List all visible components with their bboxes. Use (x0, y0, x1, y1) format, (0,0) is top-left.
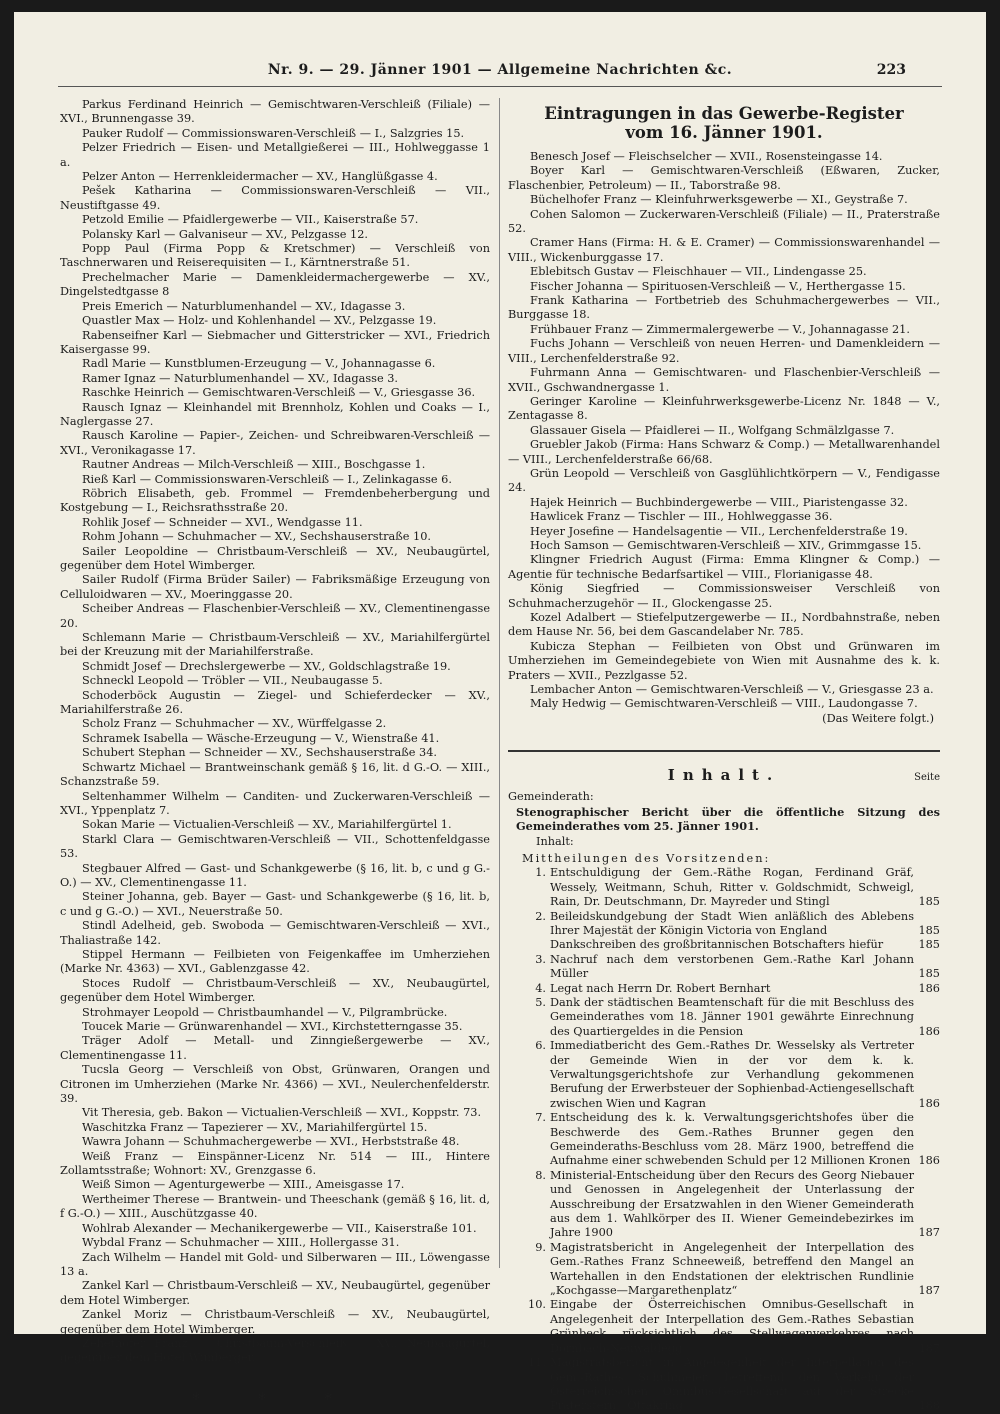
toc-item-text: Magistratsbericht in Angelegenheit der Interpellation des Gem.-Rathes Schuhmeier, betreffend den Verkehr der Österreichischen Omnibus-Gesellschaft auf der Strecke Praterstern—Ottakring (550, 1356, 914, 1413)
header-rule (58, 86, 942, 87)
business-entry: Steiner Johanna, geb. Bayer — Gast- und Schankgewerbe (§ 16, lit. b, c und g G.-O.) — XVI., Neuerstraße 50. (60, 890, 490, 918)
business-entry: Rausch Ignaz — Kleinhandel mit Brennholz, Kohlen und Coaks — I., Naglergasse 27. (60, 400, 490, 428)
register-entry: Gruebler Jakob (Firma: Hans Schwarz & Comp.) — Metallwarenhandel — VIII., Lerchenfelderstraße 66/68. (508, 438, 940, 466)
toc-item-text: Immediatbericht des Gem.-Rathes Dr. Wesselsky als Vertreter der Gemeinde Wien in der vor dem k. k. Verwaltungsgerichtshofe zur Verhandlung gekommenen Berufung der Erwerbsteuer der Sophienbad-Actiengesellschaft zwischen Wien und Kagran (550, 1039, 914, 1110)
left-column (60, 98, 490, 1406)
toc-item-number: 11. (528, 1356, 546, 1370)
business-entry: Parkus Ferdinand Heinrich — Gemischtwaren-Verschleiß (Filiale) — XVI., Brunnengasse 39. (60, 98, 490, 126)
business-entry: Rohlik Josef — Schneider — XVI., Wendgasse 11. (82, 515, 363, 529)
register-entry: Büchelhofer Franz — Kleinfuhrwerksgewerbe — XI., Geystraße 7. (530, 193, 908, 207)
page-number: 223 (876, 62, 906, 78)
column-divider (499, 98, 500, 1268)
toc-item-page: 187 (918, 1284, 940, 1298)
register-entry: Hawlicek Franz — Tischler — III., Hohlweggasse 36. (530, 510, 833, 524)
section-separator-stars: * * * (191, 1388, 359, 1408)
business-entry: Weiß Franz — Einspänner-Licenz Nr. 514 — III., Hintere Zollamtsstraße; Wohnort: XV., Grenzgasse 6. (60, 1149, 490, 1178)
business-entry: Vit Theresia, geb. Bakon — Victualien-Verschleiß — XVI., Koppstr. 73. (82, 1106, 482, 1120)
toc-item-number: 2. (535, 909, 546, 923)
business-entry: Rautner Andreas — Milch-Verschleiß — XIII., Boschgasse 1. (82, 458, 426, 472)
toc-item-text: Entschuldigung der Gem.-Räthe Rogan, Ferdinand Gräf, Wessely, Weitmann, Schuh, Ritter v. Goldschmidt, Schweigl, Rain, Dr. Deutschmann, Dr. Mayreder und Stingl (550, 866, 914, 909)
business-entry: Rohm Johann — Schuhmacher — XV., Sechshauserstraße 10. (82, 530, 432, 544)
business-entry: Stegbauer Alfred — Gast- und Schankgewerbe (§ 16, lit. b, c und g G.-O.) — XV., Clementinengasse 11. (60, 861, 490, 889)
business-entry: Preis Emerich — Naturblumenhandel — XV., Idagasse 3. (82, 299, 406, 313)
register-entry: Fuhrmann Anna — Gemischtwaren- und Flaschenbier-Verschleiß — XVII., Gschwandnergasse 1. (508, 366, 940, 394)
toc-item-number: 5. (535, 995, 546, 1009)
toc-section: Gemeinderath: (508, 790, 594, 804)
register-entry: Glassauer Gisela — Pfaidlerei — II., Wolfgang Schmälzlgasse 7. (530, 423, 895, 437)
toc-item-page: 186 (918, 1024, 940, 1038)
business-entry: Wohlrab Alexander — Mechanikergewerbe — VII., Kaiserstraße 101. (82, 1221, 477, 1235)
business-entry: Radl Marie — Kunstblumen-Erzeugung — V., Johannagasse 6. (82, 357, 436, 371)
register-entry: Fischer Johanna — Spirituosen-Verschleiß — V., Herthergasse 15. (530, 279, 906, 293)
business-entry: Schramek Isabella — Wäsche-Erzeugung — V., Wienstraße 41. (82, 731, 440, 745)
register-entry: Grün Leopold — Verschleiß von Gasglühlichtkörpern — V., Fendigasse 24. (508, 466, 940, 495)
business-entry: Rabenseifner Karl — Siebmacher und Gitterstricker — XVI., Friedrich Kaisergasse 99. (60, 328, 490, 356)
business-entry: Stippel Hermann — Feilbieten von Feigenkaffee im Umherziehen (Marke Nr. 4363) — XVI., Gablenzgasse 42. (60, 947, 490, 976)
business-entry: Schubert Stephan — Schneider — XV., Sechshauserstraße 34. (82, 746, 437, 760)
business-entry: Toucek Marie — Grünwarenhandel — XVI., Kirchstetterngasse 35. (82, 1020, 463, 1033)
business-entry: Rieß Karl — Commissionswaren-Verschleiß — I., Zelinkagasse 6. (82, 472, 452, 486)
register-entry: Frank Katharina — Fortbetrieb des Schuhmachergewerbes — VII., Burggasse 18. (508, 294, 940, 322)
register-entry: Hoch Samson — Gemischtwaren-Verschleiß — XIV., Grimmgasse 15. (530, 538, 922, 552)
business-entry: Polansky Karl — Galvaniseur — XV., Pelzgasse 12. (82, 227, 369, 241)
toc-item-page: 185 (918, 967, 940, 981)
business-entry: Zach Wilhelm — Handel mit Gold- und Silberwaren — III., Löwengasse 13 a. (60, 1250, 490, 1278)
toc-item (508, 1356, 940, 1414)
register-entry: Frühbauer Franz — Zimmermalergewerbe — V., Johannagasse 21. (530, 322, 910, 336)
register-title-line1: Eintragungen in das Gewerbe-Register (544, 104, 904, 123)
toc-header (508, 768, 940, 788)
business-entry: Quastler Max — Holz- und Kohlenhandel — XV., Pelzgasse 19. (82, 314, 437, 328)
toc-item-text: Ministerial-Entscheidung über den Recurs des Georg Niebauer und Genossen in Angelegenheit der Unterlassung der Ausschreibung der Ersatzwahlen in den Wiener Gemeinderath aus dem 1. Wahlkörper des II. Wiener Gemeindebezirkes im Jahre 1900 (550, 1168, 914, 1240)
toc-item-page: 187 (918, 1226, 940, 1240)
register-entry: Kozel Adalbert — Stiefelputzergewerbe — II., Nordbahnstraße, neben dem Hause Nr. 56, bei dem Gascandelaber Nr. 785. (508, 611, 940, 639)
business-entry: Zankel Moriz — Christbaum-Verschleiß — XV., Neubaugürtel, gegenüber dem Hotel Wimberger. (60, 1308, 490, 1336)
toc-item-text: Dankschreiben des großbritannischen Botschafters hiefür (550, 938, 884, 952)
register-entry-list (508, 150, 940, 712)
business-entry: Raschke Heinrich — Gemischtwaren-Verschleiß — V., Griesgasse 36. (82, 386, 476, 400)
right-column (508, 98, 940, 1414)
business-entry: Scholz Franz — Schuhmacher — XV., Würffelgasse 2. (82, 717, 387, 731)
toc-item (508, 1298, 940, 1356)
toc-item-page: 185 (918, 923, 940, 937)
business-entry: Schneckl Leopold — Tröbler — VII., Neubaugasse 5. (82, 674, 383, 688)
register-entry: Fuchs Johann — Verschleiß von neuen Herren- und Damenkleidern — VIII., Lerchenfelderstraße 92. (508, 337, 940, 365)
business-entry: Waschitzka Franz — Tapezierer — XV., Mariahilfergürtel 15. (82, 1120, 428, 1134)
business-entry: Weiß Simon — Agenturgewerbe — XIII., Ameisgasse 17. (82, 1178, 405, 1192)
register-entry: Cohen Salomon — Zuckerwaren-Verschleiß (Filiale) — II., Praterstraße 52. (508, 207, 940, 236)
toc-item-number: 7. (535, 1111, 546, 1125)
register-entry: Maly Hedwig — Gemischtwaren-Verschleiß — VIII., Laudongasse 7. (530, 697, 918, 711)
toc-page-label: Seite (914, 772, 940, 784)
business-entry: Pelzer Anton — Herrenkleidermacher — XV., Hanglüßgasse 4. (82, 170, 438, 184)
toc-item-number: 1. (535, 866, 546, 880)
business-entry: Strohmayer Leopold — Christbaumhandel — V., Pilgrambrücke. (82, 1005, 448, 1019)
business-entry: Rausch Karoline — Papier-, Zeichen- und Schreibwaren-Verschleiß — XVI., Veronikagasse 17. (60, 429, 490, 457)
toc-item-page: 188 (918, 1399, 940, 1413)
register-entry: Benesch Josef — Fleischselcher — XVII., Rosensteingasse 14. (530, 150, 883, 163)
toc-item-text: Beileidskundgebung der Stadt Wien anläßlich des Ablebens Ihrer Majestät der Königin Victoria von England (550, 909, 914, 937)
business-entry: Prechelmacher Marie — Damenkleidermachergewerbe — XV., Dingelstedtgasse 8 (60, 270, 490, 299)
toc-item-number: 9. (535, 1240, 546, 1254)
business-entry: Wertheimer Therese — Brantwein- und Theeschank (gemäß § 16, lit. d, f G.-O.) — XIII., Auschützgasse 40. (60, 1192, 490, 1221)
toc-item-page: 187 (918, 1341, 940, 1355)
business-entry-list (60, 98, 490, 1366)
toc-item (508, 866, 940, 909)
toc-item-page: 185 (918, 895, 940, 909)
toc-item (508, 953, 940, 982)
business-entry: Wybdal Franz — Schuhmacher — XIII., Hollergasse 31. (82, 1236, 400, 1250)
toc-item-number: 8. (535, 1168, 546, 1182)
business-entry: Pauker Rudolf — Commissionswaren-Verschleiß — I., Salzgries 15. (82, 126, 465, 140)
business-entry: Zankel Karl — Christbaum-Verschleiß — XV., Neubaugürtel, gegenüber dem Hotel Wimberger. (60, 1279, 490, 1307)
register-entry: Klingner Friedrich August (Firma: Emma Klingner & Comp.) — Agentie für technische Bedarfsartikel — VIII., Florianigasse 48. (508, 553, 940, 581)
toc-item-text: Dank der städtischen Beamtenschaft für die mit Beschluss des Gemeinderathes vom 18. Jänner 1901 gewährte Einrechnung des Quartiergeldes in die Pension (550, 995, 914, 1038)
business-entry: Pelzer Friedrich — Eisen- und Metallgießerei — III., Hohlweggasse 1 a. (60, 141, 490, 169)
toc-item-number: 10. (528, 1298, 546, 1312)
toc-item (508, 1169, 940, 1241)
toc-item-text: Magistratsbericht in Angelegenheit der Interpellation des Gem.-Rathes Franz Schneeweiß, betreffend den Mangel an Wartehallen in den Endstationen der elektrischen Rundlinie „Kochgasse—Margarethenplatz“ (550, 1240, 914, 1298)
business-entry: Stoces Rudolf — Christbaum-Verschleiß — XV., Neubaugürtel, gegenüber dem Hotel Wimberger. (60, 976, 490, 1005)
business-entry: Tucsla Georg — Verschleiß von Obst, Grünwaren, Orangen und Citronen im Umherziehen (Marke Nr. 4366) — XVI., Neulerchenfelderstr. 39. (60, 1063, 490, 1106)
toc-item-list (508, 866, 940, 1413)
business-entry: Petzold Emilie — Pfaidlergewerbe — VII., Kaiserstraße 57. (82, 213, 419, 227)
business-entry: Wawra Johann — Schuhmachergewerbe — XVI., Herbststraße 48. (82, 1135, 460, 1149)
continued-note: (Das Weitere folgt.) (822, 711, 934, 725)
toc-item-text: Nachruf nach dem verstorbenen Gem.-Rathe Karl Johann Müller (550, 952, 914, 981)
business-entry: Schlemann Marie — Christbaum-Verschleiß — XV., Mariahilfergürtel bei der Kreuzung mit der Mariahilferstraße. (60, 631, 490, 659)
toc-item-text: Legat nach Herrn Dr. Robert Bernhart (550, 981, 771, 995)
running-head (14, 62, 986, 86)
business-entry: Seltenhammer Wilhelm — Canditen- und Zuckerwaren-Verschleiß — XVI., Yppenplatz 7. (60, 789, 490, 817)
toc-item-page: 186 (918, 1154, 940, 1168)
running-title: Nr. 9. — 29. Jänner 1901 — Allgemeine Nachrichten &c. (267, 62, 733, 78)
register-title-line2: vom 16. Jänner 1901. (625, 123, 823, 142)
toc-title: Inhalt. (667, 766, 781, 785)
toc-item (508, 982, 940, 996)
business-entry: Popp Paul (Firma Popp & Kretschmer) — Verschleiß von Taschnerwaren und Reiserequisiten — I., Kärntnerstraße 51. (60, 242, 490, 270)
section-rule (508, 750, 940, 752)
business-entry: Schoderböck Augustin — Ziegel- und Schieferdecker — XV., Mariahilferstraße 26. (60, 688, 490, 717)
register-entry: Boyer Karl — Gemischtwaren-Verschleiß (Eßwaren, Zucker, Flaschenbier, Petroleum) — II., Taborstraße 98. (508, 164, 940, 192)
toc-item (508, 910, 940, 939)
toc-report-title: Stenographischer Bericht über die öffentliche Sitzung des Gemeinderathes vom 25. Jänner 1901. (516, 804, 940, 834)
toc-item-text: Entscheidung des k. k. Verwaltungsgerichtshofes über die Beschwerde des Gem.-Rathes Brunner gegen den Gemeinderaths-Beschluss vom 28. März 1900, betreffend die Aufnahme einer schwebenden Schuld per 12 Millionen Kronen (550, 1111, 914, 1168)
register-entry: Lembacher Anton — Gemischtwaren-Verschleiß — V., Griesgasse 23 a. (530, 683, 934, 697)
toc-mitteilungen-label: Mittheilungen des Vorsitzenden: (522, 851, 771, 865)
register-title (508, 104, 940, 142)
business-entry: Sailer Rudolf (Firma Brüder Sailer) — Fabriksmäßige Erzeugung von Celluloidwaren — XV., Moeringgasse 20. (60, 573, 490, 601)
business-entry: Starkl Clara — Gemischtwaren-Verschleiß — VII., Schottenfeldgasse 53. (60, 832, 490, 861)
business-entry: Träger Adolf — Metall- und Zinngießergewerbe — XV., Clementinengasse 11. (60, 1034, 490, 1062)
toc-item-number: 3. (535, 952, 546, 966)
toc-item (508, 938, 940, 952)
register-entry: König Siegfried — Commissionsweiser Verschleiß von Schuhmacherzugehör — II., Glockengasse 25. (508, 582, 940, 610)
toc-item-number: 4. (535, 981, 546, 995)
newspaper-page (14, 12, 986, 1413)
register-entry: Cramer Hans (Firma: H. & E. Cramer) — Commissionswarenhandel — VIII., Wickenburggasse 17. (508, 236, 940, 264)
business-entry: Sokan Marie — Victualien-Verschleiß — XV., Mariahilfergürtel 1. (82, 818, 452, 832)
business-entry: Schmidt Josef — Drechslergewerbe — XV., Goldschlagstraße 19. (82, 659, 451, 673)
business-entry: Schwartz Michael — Brantweinschank gemäß § 16, lit. d G.-O. — XIII., Schanzstraße 59. (60, 760, 490, 789)
toc-item-text: Eingabe der Österreichischen Omnibus-Gesellschaft in Angelegenheit der Interpellation des Gem.-Rathes Sebastian Grünbeck rücksichtlich des Stellwagenverkehres nach Dornbach-Neuwaldegg (550, 1298, 914, 1355)
toc-item (508, 996, 940, 1039)
business-entry: Ramer Ignaz — Naturblumenhandel — XV., Idagasse 3. (82, 371, 398, 385)
business-entry: Pešek Katharina — Commissionswaren-Verschleiß — VII., Neustiftgasse 49. (60, 184, 490, 212)
register-entry: Heyer Josefine — Handelsagentie — VII., Lerchenfelderstraße 19. (530, 524, 908, 538)
business-entry: Sailer Leopoldine — Christbaum-Verschleiß — XV., Neubaugürtel, gegenüber dem Hotel Wimberger. (60, 544, 490, 572)
register-entry: Geringer Karoline — Kleinfuhrwerksgewerbe-Licenz Nr. 1848 — V., Zentagasse 8. (508, 394, 940, 423)
business-entry: Stindl Adelheid, geb. Swoboda — Gemischtwaren-Verschleiß — XVI., Thaliastraße 142. (60, 919, 490, 947)
toc-item (508, 1111, 940, 1169)
business-entry: Zehethofer Franz — Christbaum-Verschleiß — XV., Neubaugürtel, gegenüber dem Hotel Wimberger. (60, 1336, 490, 1365)
toc-item-number: 6. (535, 1039, 546, 1053)
toc-item-page: 186 (918, 981, 940, 995)
register-entry: Kubicza Stephan — Feilbieten von Obst und Grünwaren im Umherziehen im Gemeindegebiete von Wien mit Ausnahme des k. k. Praters — XVII., Pezzlgasse 52. (508, 639, 940, 682)
toc-item-page: 185 (918, 938, 940, 952)
register-entry: Hajek Heinrich — Buchbindergewerbe — VIII., Piaristengasse 32. (530, 495, 908, 509)
business-entry: Röbrich Elisabeth, geb. Frommel — Fremdenbeherbergung und Kostgebung — I., Reichsrathsstraße 20. (60, 486, 490, 515)
toc-inhalt-label: Inhalt: (536, 835, 574, 849)
business-entry: Scheiber Andreas — Flaschenbier-Verschleiß — XV., Clementinengasse 20. (60, 602, 490, 630)
toc-item-page: 186 (918, 1096, 940, 1110)
toc-item (508, 1241, 940, 1299)
register-entry: Eblebitsch Gustav — Fleischhauer — VII., Lindengasse 25. (530, 265, 867, 279)
toc-item (508, 1039, 940, 1111)
